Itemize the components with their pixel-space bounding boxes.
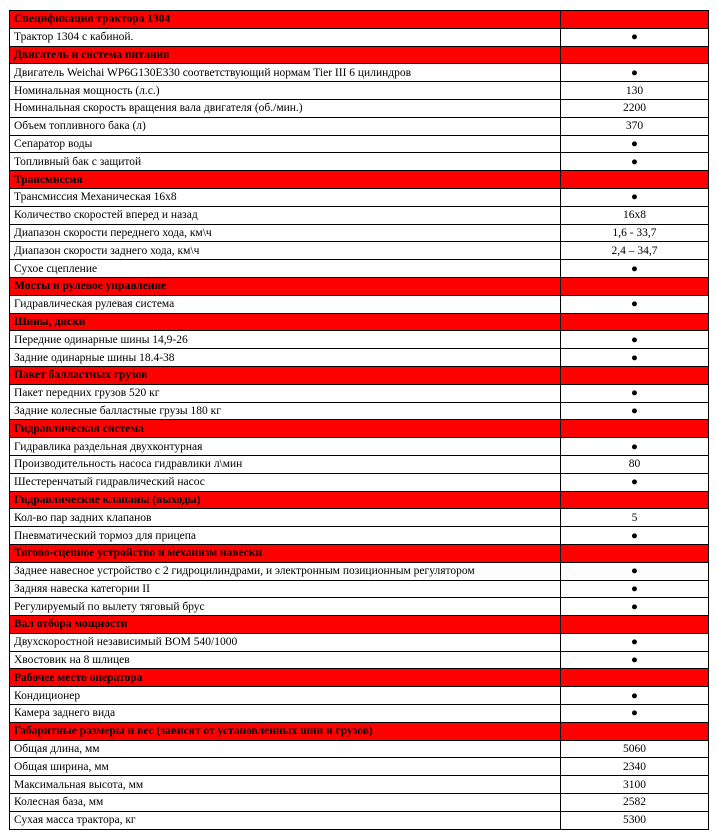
spec-row — [10, 776, 709, 794]
spec-label: Хвостовик на 8 шлицев — [10, 651, 561, 669]
section-value-cell — [561, 491, 709, 509]
spec-value: ● — [561, 188, 709, 206]
spec-value: ● — [561, 64, 709, 82]
spec-row — [10, 473, 709, 491]
spec-row — [10, 598, 709, 616]
section-header-row — [10, 722, 709, 740]
spec-row — [10, 580, 709, 598]
spec-label: Задние колесные балластные грузы 180 кг — [10, 402, 561, 420]
section-title: Габаритные размеры и вес (зависят от установленных шин и грузов) — [10, 722, 561, 740]
section-title: Рабочее место оператора — [10, 669, 561, 687]
spec-value: ● — [561, 260, 709, 278]
spec-label: Заднее навесное устройство с 2 гидроцилиндрами, и электронным позиционным регулятором — [10, 562, 561, 580]
spec-row — [10, 260, 709, 278]
spec-label: Сухая масса трактора, кг — [10, 811, 561, 829]
spec-row — [10, 384, 709, 402]
spec-value: 130 — [561, 82, 709, 100]
spec-label: Гидравлика раздельная двухконтурная — [10, 438, 561, 456]
spec-row — [10, 242, 709, 260]
spec-value: 3100 — [561, 776, 709, 794]
spec-label: Сухое сцепление — [10, 260, 561, 278]
spec-row — [10, 82, 709, 100]
spec-row — [10, 794, 709, 812]
spec-label: Общая ширина, мм — [10, 758, 561, 776]
spec-row — [10, 633, 709, 651]
section-header-row — [10, 313, 709, 331]
spec-row — [10, 438, 709, 456]
spec-label: Трактор 1304 с кабиной. — [10, 28, 561, 46]
spec-value: 2340 — [561, 758, 709, 776]
section-header-row — [10, 669, 709, 687]
section-value-cell — [561, 277, 709, 295]
section-value-cell — [561, 313, 709, 331]
spec-row — [10, 135, 709, 153]
spec-value: ● — [561, 705, 709, 723]
spec-value: ● — [561, 580, 709, 598]
spec-row — [10, 527, 709, 545]
spec-value: ● — [561, 331, 709, 349]
spec-row — [10, 64, 709, 82]
spec-label: Пневматический тормоз для прицепа — [10, 527, 561, 545]
spec-row — [10, 811, 709, 829]
spec-table — [9, 10, 709, 830]
spec-label: Трансмиссия Механическая 16х8 — [10, 188, 561, 206]
spec-label: Задние одинарные шины 18.4-38 — [10, 349, 561, 367]
section-title: Трансмиссия — [10, 171, 561, 189]
spec-row — [10, 509, 709, 527]
section-value-cell — [561, 669, 709, 687]
section-header-row — [10, 366, 709, 384]
section-value-cell — [561, 544, 709, 562]
spec-row — [10, 349, 709, 367]
spec-label: Общая длина, мм — [10, 740, 561, 758]
spec-row — [10, 651, 709, 669]
section-value-cell — [561, 722, 709, 740]
section-title: Спецификация трактора 1304 — [10, 11, 561, 29]
spec-value: ● — [561, 527, 709, 545]
spec-label: Задняя навеска категории II — [10, 580, 561, 598]
spec-row — [10, 99, 709, 117]
spec-label: Номинальная мощность (л.с.) — [10, 82, 561, 100]
spec-table-container — [9, 10, 708, 830]
section-title: Шины, диски — [10, 313, 561, 331]
spec-row — [10, 740, 709, 758]
spec-label: Количество скоростей вперед и назад — [10, 206, 561, 224]
spec-label: Передние одинарные шины 14,9-26 — [10, 331, 561, 349]
section-title: Тягово-сцепное устройство и механизм навески — [10, 544, 561, 562]
spec-row — [10, 224, 709, 242]
section-title: Мосты и рулевое управление — [10, 277, 561, 295]
spec-value: ● — [561, 295, 709, 313]
spec-row — [10, 758, 709, 776]
spec-value: ● — [561, 402, 709, 420]
spec-value: ● — [561, 349, 709, 367]
spec-label: Диапазон скорости заднего хода, км\ч — [10, 242, 561, 260]
spec-value: ● — [561, 687, 709, 705]
spec-value: ● — [561, 135, 709, 153]
section-value-cell — [561, 366, 709, 384]
spec-label: Производительность насоса гидравлики л\мин — [10, 455, 561, 473]
spec-label: Колесная база, мм — [10, 794, 561, 812]
spec-label: Камера заднего вида — [10, 705, 561, 723]
spec-label: Диапазон скорости переднего хода, км\ч — [10, 224, 561, 242]
spec-row — [10, 331, 709, 349]
section-header-row — [10, 544, 709, 562]
spec-label: Объем топливного бака (л) — [10, 117, 561, 135]
spec-value: 1,6 - 33,7 — [561, 224, 709, 242]
spec-row — [10, 188, 709, 206]
section-header-row — [10, 277, 709, 295]
spec-label: Шестеренчатый гидравлический насос — [10, 473, 561, 491]
spec-value: 5060 — [561, 740, 709, 758]
section-header-row — [10, 491, 709, 509]
section-title: Пакет балластных грузов — [10, 366, 561, 384]
spec-row — [10, 117, 709, 135]
section-value-cell — [561, 11, 709, 29]
spec-label: Номинальная скорость вращения вала двигателя (об./мин.) — [10, 99, 561, 117]
spec-label: Двигатель Weichai WP6G130E330 соответствующий нормам Tier III 6 цилиндров — [10, 64, 561, 82]
spec-value: ● — [561, 473, 709, 491]
spec-row — [10, 206, 709, 224]
spec-row — [10, 705, 709, 723]
spec-table-body — [10, 11, 709, 830]
section-title: Вал отбора мощности — [10, 616, 561, 634]
section-title: Гидравлические клапаны (выходы) — [10, 491, 561, 509]
spec-value: ● — [561, 598, 709, 616]
section-value-cell — [561, 420, 709, 438]
spec-row — [10, 28, 709, 46]
spec-row — [10, 455, 709, 473]
spec-row — [10, 295, 709, 313]
section-header-row — [10, 420, 709, 438]
spec-value: 2200 — [561, 99, 709, 117]
spec-value: 5 — [561, 509, 709, 527]
spec-label: Регулируемый по вылету тяговый брус — [10, 598, 561, 616]
spec-value: 2582 — [561, 794, 709, 812]
section-header-row — [10, 11, 709, 29]
spec-value: ● — [561, 633, 709, 651]
section-header-row — [10, 616, 709, 634]
spec-label: Гидравлическая рулевая система — [10, 295, 561, 313]
spec-row — [10, 402, 709, 420]
spec-value: 2,4 – 34,7 — [561, 242, 709, 260]
spec-label: Двухскоростной независимый ВОМ 540/1000 — [10, 633, 561, 651]
spec-value: ● — [561, 438, 709, 456]
spec-row — [10, 562, 709, 580]
spec-value: ● — [561, 651, 709, 669]
section-value-cell — [561, 171, 709, 189]
spec-value: ● — [561, 28, 709, 46]
section-header-row — [10, 171, 709, 189]
spec-label: Топливный бак с защитой — [10, 153, 561, 171]
spec-value: 80 — [561, 455, 709, 473]
spec-value: ● — [561, 562, 709, 580]
section-value-cell — [561, 46, 709, 64]
spec-row — [10, 153, 709, 171]
section-value-cell — [561, 616, 709, 634]
spec-value: ● — [561, 384, 709, 402]
spec-value: 370 — [561, 117, 709, 135]
spec-value: 16х8 — [561, 206, 709, 224]
spec-label: Сепаратор воды — [10, 135, 561, 153]
section-header-row — [10, 46, 709, 64]
spec-row — [10, 687, 709, 705]
spec-label: Кондиционер — [10, 687, 561, 705]
spec-value: ● — [561, 153, 709, 171]
spec-label: Максимальная высота, мм — [10, 776, 561, 794]
spec-label: Кол-во пар задних клапанов — [10, 509, 561, 527]
spec-label: Пакет передних грузов 520 кг — [10, 384, 561, 402]
section-title: Двигатель и система питания — [10, 46, 561, 64]
section-title: Гидравлическая система — [10, 420, 561, 438]
spec-value: 5300 — [561, 811, 709, 829]
